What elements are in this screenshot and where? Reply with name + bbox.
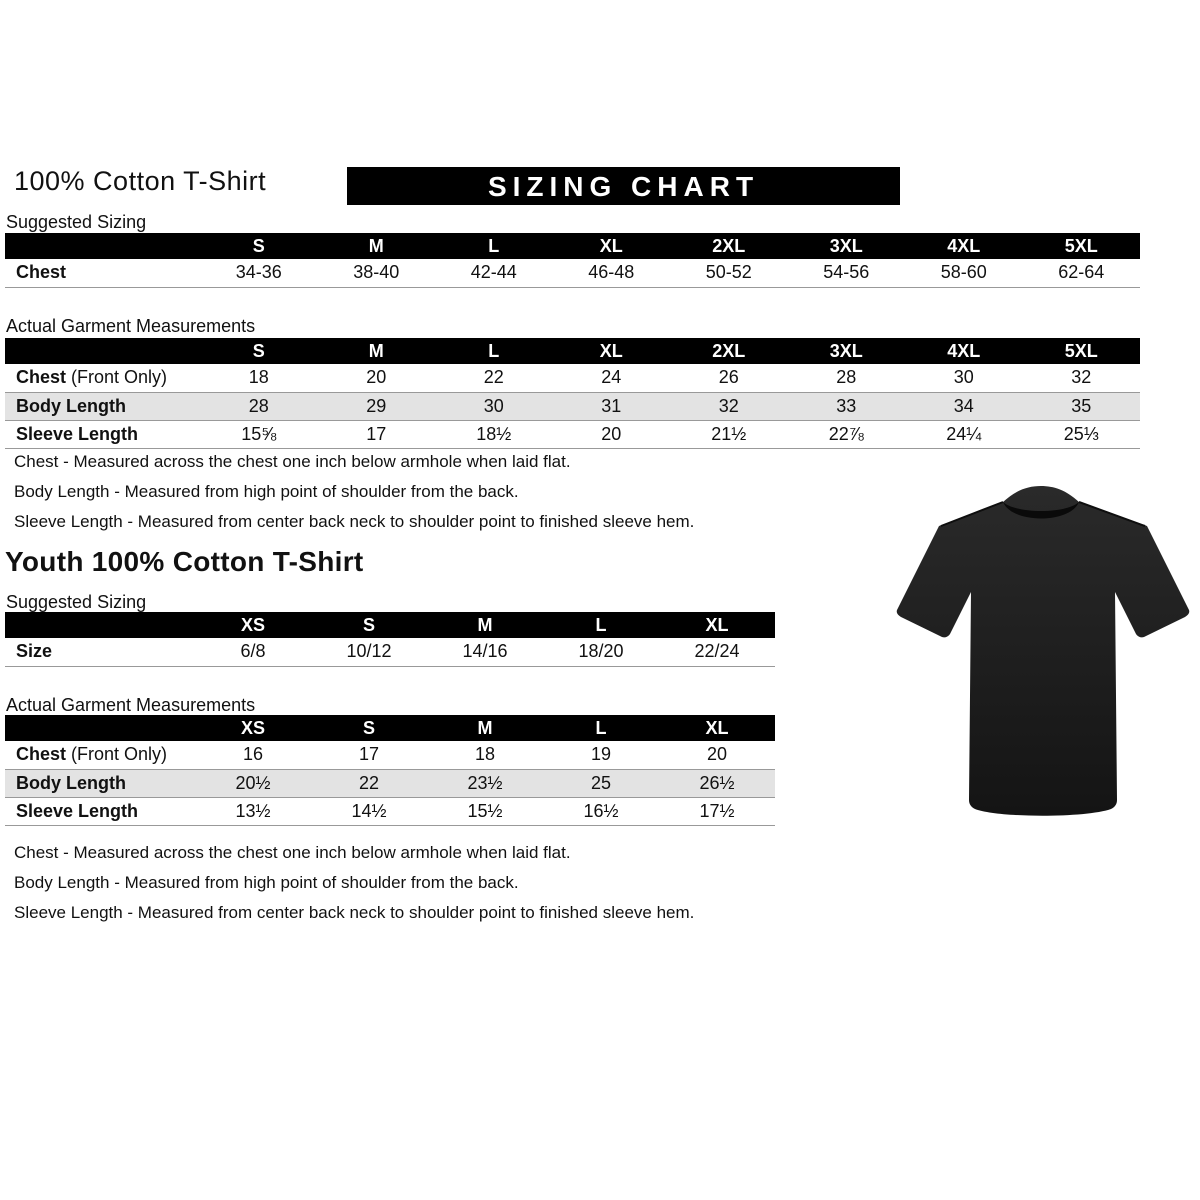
- measurement-cell: 28: [200, 392, 318, 420]
- measurement-cell: 62-64: [1023, 259, 1141, 287]
- header-row: [5, 338, 1140, 364]
- header-row: [5, 612, 775, 638]
- size-column-header: XL: [659, 715, 775, 741]
- measurement-cell: 24¼: [905, 420, 1023, 448]
- size-column-header: 4XL: [905, 233, 1023, 259]
- adult-actual-measurements-label: Actual Garment Measurements: [6, 316, 256, 336]
- tshirt-body: [897, 486, 1190, 816]
- measurement-cell: 23½: [427, 769, 543, 797]
- size-column-header: 4XL: [905, 338, 1023, 364]
- row-label: Size: [5, 638, 195, 666]
- measurement-cell: 58-60: [905, 259, 1023, 287]
- youth-note-chest: Chest - Measured across the chest one inch below armhole when laid flat.: [14, 843, 571, 862]
- measurement-cell: 50-52: [670, 259, 788, 287]
- youth-suggested-sizing-label: Suggested Sizing: [6, 592, 147, 612]
- size-column-header: S: [311, 612, 427, 638]
- size-column-header: XL: [553, 233, 671, 259]
- size-column-header: L: [435, 233, 553, 259]
- row-label: Chest (Front Only): [5, 364, 200, 392]
- size-column-header: XL: [553, 338, 671, 364]
- row-label: Body Length: [5, 392, 200, 420]
- measurement-cell: 16½: [543, 797, 659, 825]
- measurement-cell: 22: [311, 769, 427, 797]
- measurement-cell: 18½: [435, 420, 553, 448]
- row-label: Chest: [5, 259, 200, 287]
- measurement-cell: 22⅞: [788, 420, 906, 448]
- row-label: Sleeve Length: [5, 797, 195, 825]
- measurement-cell: 35: [1023, 392, 1141, 420]
- table-row: [5, 638, 775, 666]
- measurement-cell: 20½: [195, 769, 311, 797]
- size-column-header: XS: [195, 715, 311, 741]
- measurement-cell: 10/12: [311, 638, 427, 666]
- row-label-header: [5, 715, 195, 741]
- size-column-header: L: [543, 612, 659, 638]
- measurement-cell: 20: [659, 741, 775, 769]
- measurement-cell: 46-48: [553, 259, 671, 287]
- size-column-header: M: [318, 338, 436, 364]
- measurement-cell: 15⅝: [200, 420, 318, 448]
- measurement-cell: 26½: [659, 769, 775, 797]
- measurement-cell: 13½: [195, 797, 311, 825]
- measurement-cell: 32: [670, 392, 788, 420]
- size-column-header: XL: [659, 612, 775, 638]
- adult-actual-measurements-table: [5, 338, 1140, 449]
- measurement-cell: 20: [318, 364, 436, 392]
- black-tshirt-image: [888, 468, 1198, 840]
- size-column-header: S: [311, 715, 427, 741]
- header-row: [5, 715, 775, 741]
- size-column-header: M: [427, 612, 543, 638]
- table-row: [5, 259, 1140, 287]
- measurement-cell: 25: [543, 769, 659, 797]
- row-label: Chest (Front Only): [5, 741, 195, 769]
- row-label: Body Length: [5, 769, 195, 797]
- adult-section-title: 100% Cotton T-Shirt: [14, 166, 267, 196]
- table-row: [5, 392, 1140, 420]
- measurement-cell: 14½: [311, 797, 427, 825]
- size-column-header: 2XL: [670, 338, 788, 364]
- measurement-cell: 26: [670, 364, 788, 392]
- adult-note-body-length: Body Length - Measured from high point of shoulder from the back.: [14, 482, 519, 501]
- size-column-header: L: [543, 715, 659, 741]
- measurement-cell: 17: [311, 741, 427, 769]
- adult-suggested-sizing-label: Suggested Sizing: [6, 212, 147, 232]
- table-row: [5, 769, 775, 797]
- size-column-header: 3XL: [788, 233, 906, 259]
- row-label-header: [5, 338, 200, 364]
- measurement-cell: 15½: [427, 797, 543, 825]
- youth-actual-measurements-label: Actual Garment Measurements: [6, 695, 256, 715]
- row-label-header: [5, 233, 200, 259]
- measurement-cell: 22: [435, 364, 553, 392]
- youth-note-body-length: Body Length - Measured from high point of shoulder from the back.: [14, 873, 519, 892]
- measurement-cell: 6/8: [195, 638, 311, 666]
- table-row: [5, 364, 1140, 392]
- measurement-cell: 14/16: [427, 638, 543, 666]
- measurement-cell: 31: [553, 392, 671, 420]
- measurement-cell: 30: [905, 364, 1023, 392]
- adult-note-chest: Chest - Measured across the chest one inch below armhole when laid flat.: [14, 452, 571, 471]
- size-column-header: XS: [195, 612, 311, 638]
- measurement-cell: 33: [788, 392, 906, 420]
- measurement-cell: 19: [543, 741, 659, 769]
- size-column-header: S: [200, 338, 318, 364]
- measurement-cell: 28: [788, 364, 906, 392]
- size-column-header: 5XL: [1023, 233, 1141, 259]
- header-row: [5, 233, 1140, 259]
- measurement-cell: 22/24: [659, 638, 775, 666]
- measurement-cell: 20: [553, 420, 671, 448]
- measurement-cell: 34: [905, 392, 1023, 420]
- size-column-header: M: [318, 233, 436, 259]
- measurement-cell: 18/20: [543, 638, 659, 666]
- measurement-cell: 42-44: [435, 259, 553, 287]
- youth-actual-measurements-table: [5, 715, 775, 826]
- youth-note-sleeve-length: Sleeve Length - Measured from center back neck to shoulder point to finished sleeve hem.: [14, 903, 695, 922]
- measurement-cell: 32: [1023, 364, 1141, 392]
- size-column-header: 3XL: [788, 338, 906, 364]
- measurement-cell: 29: [318, 392, 436, 420]
- measurement-cell: 25⅓: [1023, 420, 1141, 448]
- size-column-header: L: [435, 338, 553, 364]
- adult-note-sleeve-length: Sleeve Length - Measured from center back neck to shoulder point to finished sleeve hem.: [14, 512, 695, 531]
- table-row: [5, 741, 775, 769]
- measurement-cell: 24: [553, 364, 671, 392]
- measurement-cell: 34-36: [200, 259, 318, 287]
- adult-suggested-sizing-table: [5, 233, 1140, 288]
- row-label-header: [5, 612, 195, 638]
- measurement-cell: 16: [195, 741, 311, 769]
- measurement-cell: 17: [318, 420, 436, 448]
- table-row: [5, 797, 775, 825]
- size-column-header: M: [427, 715, 543, 741]
- youth-suggested-sizing-table: [5, 612, 775, 667]
- size-column-header: 5XL: [1023, 338, 1141, 364]
- measurement-cell: 38-40: [318, 259, 436, 287]
- measurement-cell: 54-56: [788, 259, 906, 287]
- measurement-cell: 17½: [659, 797, 775, 825]
- table-row: [5, 420, 1140, 448]
- measurement-cell: 30: [435, 392, 553, 420]
- measurement-cell: 18: [427, 741, 543, 769]
- row-label: Sleeve Length: [5, 420, 200, 448]
- youth-section-title: Youth 100% Cotton T-Shirt: [5, 546, 364, 577]
- size-column-header: S: [200, 233, 318, 259]
- size-column-header: 2XL: [670, 233, 788, 259]
- measurement-cell: 21½: [670, 420, 788, 448]
- sizing-chart-banner: SIZING CHART: [347, 167, 900, 205]
- measurement-cell: 18: [200, 364, 318, 392]
